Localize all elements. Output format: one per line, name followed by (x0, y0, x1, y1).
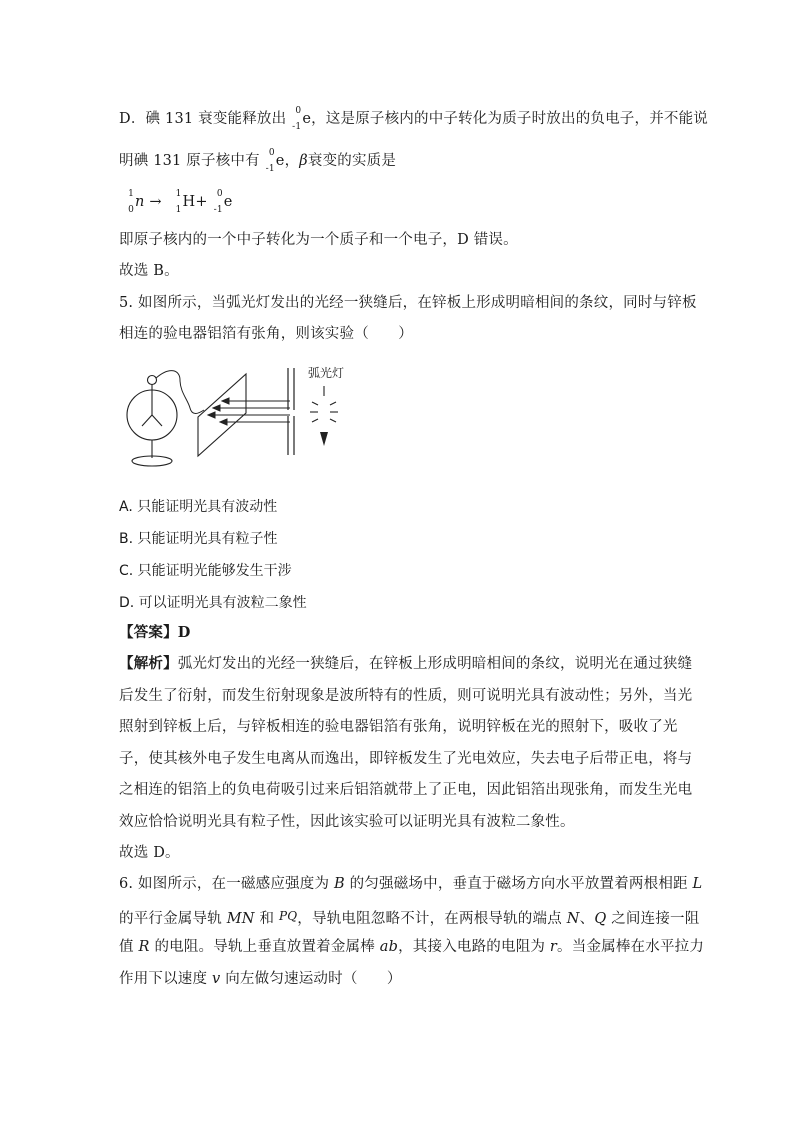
var-ab: ab (379, 939, 399, 955)
choose-b-line: 故选 B。 (119, 263, 179, 279)
charge-number: -1 (265, 164, 275, 174)
text-segment: 的匀强磁场中，垂直于磁场方向水平放置着两根相距 (344, 876, 693, 892)
text-segment: ， (284, 153, 300, 169)
var-q: Q (594, 911, 607, 927)
text-segment: 。当金属棒在水平拉力 (557, 939, 705, 955)
electron-symbol: e (275, 153, 285, 169)
single-slit (288, 368, 294, 455)
var-r-small: r (549, 939, 558, 955)
plus-symbol: + (195, 194, 208, 210)
question-6-line-1 (119, 874, 702, 894)
text-segment: ，其接入电路的电阻为 (398, 939, 550, 955)
option-c[interactable]: C. 只能证明光能够发生干涉 (119, 563, 292, 579)
analysis-line-4: 子，使其核外电子发生电离从而逸出，即锌板发生了光电效应，失去电子后带正电，将与 (119, 751, 693, 767)
electron-symbol: e (302, 111, 312, 127)
option-d[interactable]: D. 可以证明光具有波粒二象性 (119, 595, 307, 611)
var-pq: PQ (278, 909, 298, 923)
analysis-line-5: 之相连的铝箔上的负电荷吸引过来后铝箔就带上了正电，因此铝箔出现张角，而发生光电 (119, 782, 693, 798)
foil-left (142, 415, 152, 426)
question-5-line-1: 5. 如图所示，当弧光灯发出的光经一狭缝后，在锌板上形成明暗相间的条纹，同时与锌板 (119, 295, 697, 311)
light-arrows (208, 398, 290, 425)
text-segment: 6. 如图所示，在一磁感应强度为 (119, 876, 334, 892)
neutron-symbol: n (135, 194, 145, 210)
electron-notation (287, 106, 301, 132)
mass-number: 0 (295, 106, 302, 116)
neutron-notation (120, 189, 134, 215)
analysis-line-3: 照射到锌板上后，与锌板相连的验电器铝箔有张角，说明锌板在光的照射下，吸收了光 (119, 719, 678, 735)
option-d-conclusion: 即原子核内的一个中子转化为一个质子和一个电子，D 错误。 (119, 232, 518, 248)
option-d-explanation-line-2 (119, 148, 396, 174)
text-segment: D．碘 131 衰变能释放出 (119, 111, 287, 127)
text-segment: 和 (254, 911, 279, 927)
question-6-line-3 (119, 937, 704, 957)
analysis-tag: 【解析】 (119, 655, 178, 672)
mass-number: 0 (268, 148, 275, 158)
analysis-line-1 (119, 654, 692, 674)
var-r-big: R (138, 939, 150, 955)
hydrogen-symbol: H (182, 194, 196, 210)
mass-number: 1 (128, 189, 134, 199)
analysis-line-2: 后发生了衍射，而发生衍射现象是波所特有的性质，则可说明光具有波动性；另外，当光 (119, 688, 693, 704)
proton-notation (168, 189, 182, 215)
text-segment: 弧光灯发出的光经一狭缝后，在锌板上形成明暗相间的条纹，说明光在通过狭缝 (177, 656, 693, 672)
var-n: N (566, 911, 580, 927)
question-5-line-2: 相连的验电器铝箔有张角，则该实验（ ） (119, 326, 413, 342)
electron-symbol: e (223, 194, 233, 210)
electron-notation (261, 148, 275, 174)
var-v: v (212, 971, 221, 987)
question-6-line-2 (119, 906, 699, 929)
mass-number: 1 (175, 189, 182, 199)
text-segment: 作用下以速度 (119, 971, 213, 987)
electroscope-ball (148, 376, 157, 385)
electron-notation (209, 189, 223, 215)
charge-number: 1 (175, 205, 182, 215)
arc-lamp-label: 弧光灯 (308, 366, 345, 380)
text-segment: 的电阻。导轨上垂直放置着金属棒 (149, 939, 380, 955)
var-l: L (692, 876, 703, 892)
text-segment: 衰变的实质是 (307, 153, 397, 169)
answer-line: 【答案】D (119, 624, 191, 641)
arrow-symbol: → (149, 194, 162, 210)
foil-right (152, 415, 162, 426)
arc-lamp-icon (310, 386, 338, 446)
charge-number: -1 (213, 205, 223, 215)
charge-number: -1 (292, 122, 302, 132)
question-6-line-4 (119, 969, 402, 989)
text-segment: 、 (579, 911, 595, 927)
var-mn: MN (226, 911, 255, 927)
text-segment: 明碘 131 原子核中有 (119, 153, 260, 169)
mass-number: 0 (216, 189, 223, 199)
var-b: B (333, 876, 345, 892)
beta-decay-equation (119, 189, 233, 215)
option-d-explanation-line-1 (119, 106, 708, 132)
option-a[interactable]: A. 只能证明光具有波动性 (119, 499, 278, 515)
text-segment: 的平行金属导轨 (119, 911, 227, 927)
option-b[interactable]: B. 只能证明光具有粒子性 (119, 531, 278, 547)
text-segment: 向左做匀速运动时（ ） (220, 971, 402, 987)
text-segment: 之间连接一阻 (606, 911, 700, 927)
text-segment: 值 (119, 939, 139, 955)
charge-number: 0 (128, 205, 134, 215)
text-segment: ，导轨电阻忽略不计，在两根导轨的端点 (297, 911, 567, 927)
analysis-line-6: 效应恰恰说明光具有粒子性，因此该实验可以证明光具有波粒二象性。 (119, 814, 575, 830)
experiment-figure (118, 360, 378, 475)
beta-symbol: β (299, 153, 308, 169)
choose-d-line: 故选 D。 (119, 845, 180, 861)
text-segment: ，这是原子核内的中子转化为质子时放出的负电子，并不能说 (311, 111, 709, 127)
